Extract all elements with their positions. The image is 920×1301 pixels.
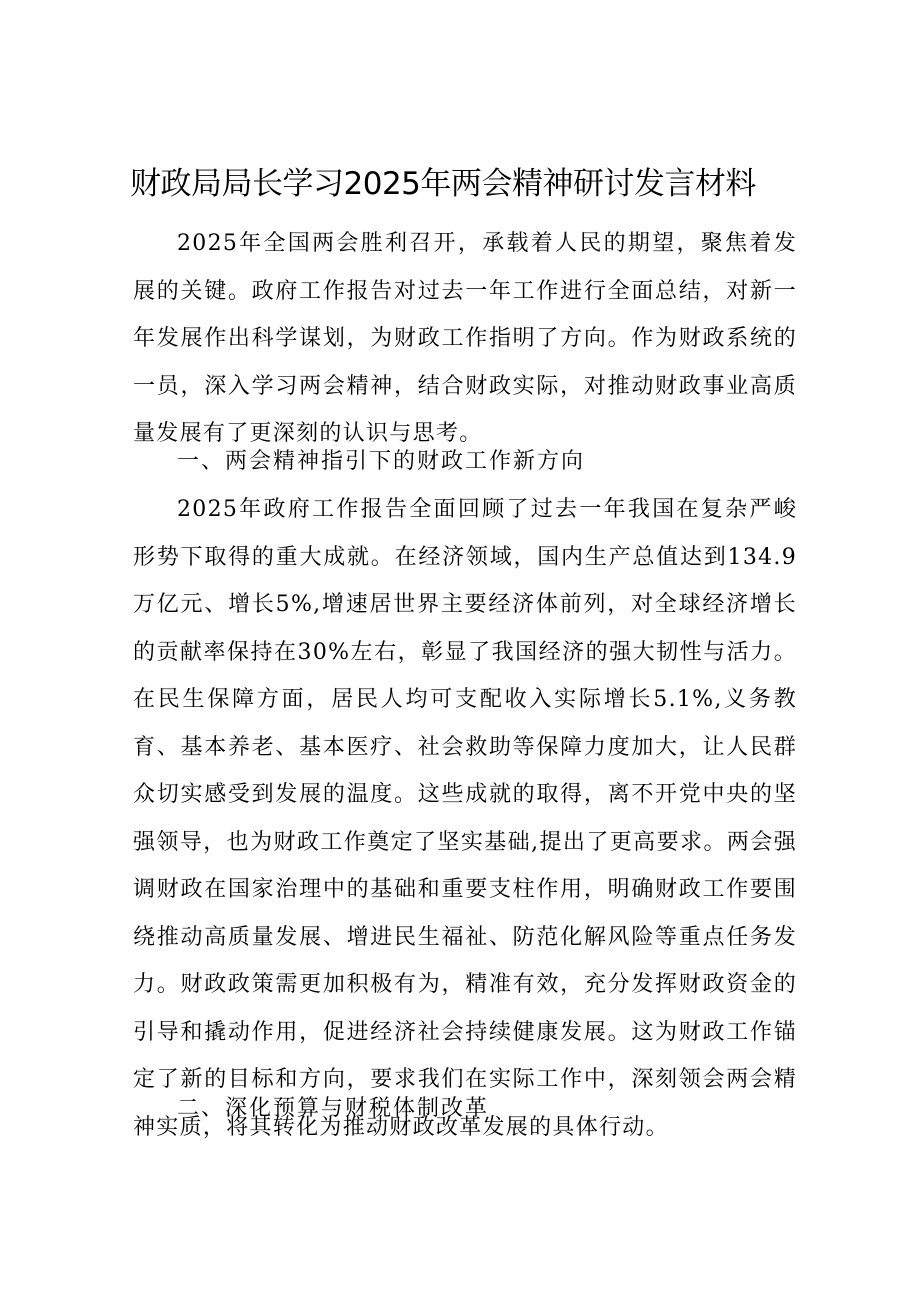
document-title: 财政局局长学习2025年两会精神研讨发言材料: [130, 166, 756, 202]
section-heading-2: 二、深化预算与财税体制改革: [177, 1096, 490, 1121]
section-1-paragraph: 2025年政府工作报告全面回顾了过去一年我国在复杂严峻形势下取得的重大成就。在经济领域，国内生产总值达到134.9万亿元、增长5%,增速居世界主要经济体前列，对全球经济增长的贡献率保持在30%左右，彰显了我国经济的强大韧性与活力。在民生保障方面，居民人均可支配收入实际增长5.1%,义务教育、基本养老、基本医疗、社会救助等保障力度加大，让人民群众切实感受到发展的温度。这些成就的取得，离不开党中央的坚强领导，也为财政工作奠定了坚实基础,提出了更高要求。两会强调财政在国家治理中的基础和重要支柱作用，明确财政工作要围绕推动高质量发展、增进民生福祉、防范化解风险等重点任务发力。财政政策需更加积极有为，精准有效，充分发挥财政资金的引导和撬动作用，促进经济社会持续健康发展。这为财政工作锚定了新的目标和方向，要求我们在实际工作中，深刻领会两会精神实质，将其转化为推动财政改革发展的具体行动。: [133, 497, 797, 1140]
section-heading-1: 一、两会精神指引下的财政工作新方向: [177, 449, 586, 474]
intro-paragraph: 2025年全国两会胜利召开，承载着人民的期望，聚焦着发展的关键。政府工作报告对过去一年工作进行全面总结，对新一年发展作出科学谋划，为财政工作指明了方向。作为财政系统的一员，深入学习两会精神，结合财政实际，对推动财政事业高质量发展有了更深刻的认识与思考。: [133, 231, 797, 446]
